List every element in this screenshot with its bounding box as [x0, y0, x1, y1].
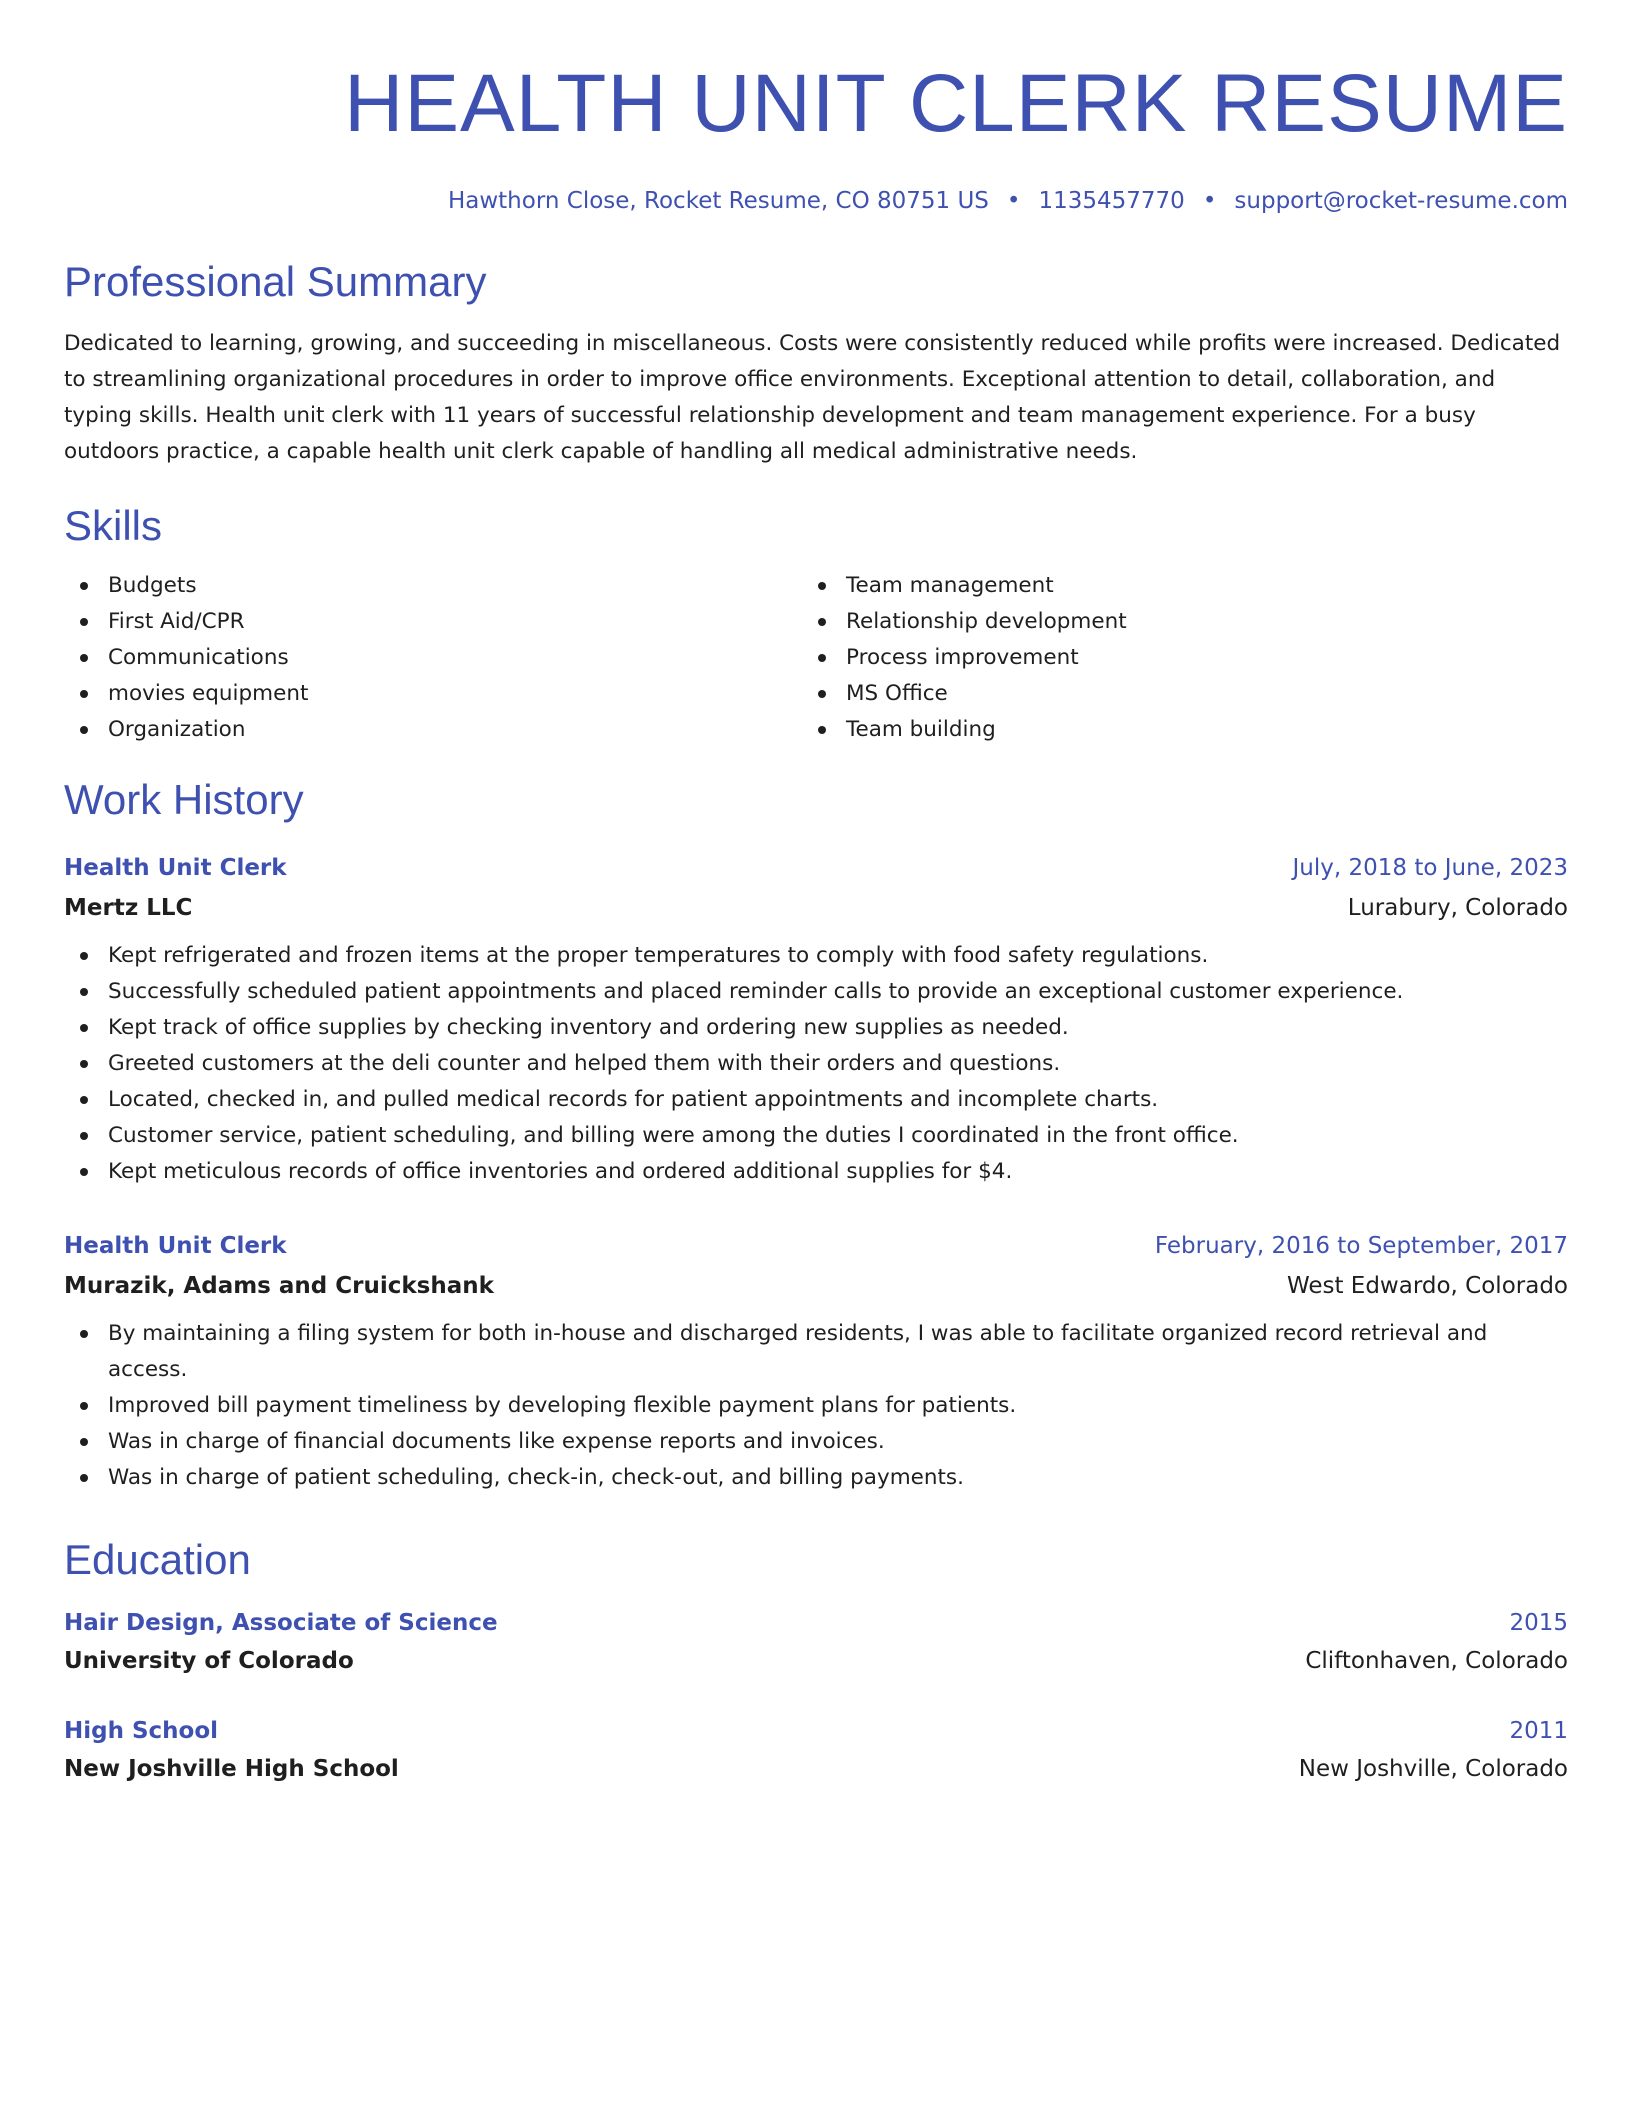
resume-title: HEALTH UNIT CLERK RESUME	[344, 58, 1568, 149]
skill-item: Communications	[64, 640, 802, 676]
contact-phone: 1135457770	[1038, 188, 1185, 214]
education-location: Cliftonhaven, Colorado	[1305, 1648, 1568, 1674]
work-history-heading: Work History	[64, 776, 304, 823]
education-year: 2015	[1509, 1610, 1568, 1636]
job-bullet: Located, checked in, and pulled medical records for patient appointments and incomplete charts.	[64, 1082, 1568, 1118]
contact-separator: •	[1202, 188, 1217, 214]
contact-email[interactable]: support@rocket-resume.com	[1234, 188, 1568, 214]
skill-item: Budgets	[64, 568, 802, 604]
job-header	[64, 1226, 1568, 1266]
skills-heading: Skills	[64, 502, 163, 549]
education-entry	[64, 1604, 1568, 1680]
skill-item: Process improvement	[802, 640, 1568, 676]
education-heading: Education	[64, 1536, 251, 1583]
education-entry	[64, 1712, 1568, 1788]
education-header	[64, 1712, 1568, 1750]
job-bullet: Greeted customers at the deli counter and helped them with their orders and questions.	[64, 1046, 1568, 1082]
skill-item: movies equipment	[64, 676, 802, 712]
skill-item: Relationship development	[802, 604, 1568, 640]
education-degree: High School	[64, 1718, 219, 1744]
job-dates: February, 2016 to September, 2017	[1154, 1233, 1568, 1259]
job-company: Murazik, Adams and Cruickshank	[64, 1273, 494, 1299]
job-bullet: Was in charge of financial documents like expense reports and invoices.	[64, 1424, 1568, 1460]
job-location: West Edwardo, Colorado	[1286, 1273, 1568, 1299]
skill-item: Organization	[64, 712, 802, 748]
job-role: Health Unit Clerk	[64, 1233, 287, 1259]
job-bullet: Improved bill payment timeliness by developing flexible payment plans for patients.	[64, 1388, 1568, 1424]
job-bullet: Successfully scheduled patient appointments and placed reminder calls to provide an exceptional customer experience.	[64, 974, 1568, 1010]
education-location: New Joshville, Colorado	[1298, 1756, 1568, 1782]
education-header	[64, 1604, 1568, 1642]
contact-separator: •	[1006, 188, 1021, 214]
skills-list	[64, 568, 1568, 748]
job-subheader	[64, 888, 1568, 928]
summary-text: Dedicated to learning, growing, and succeeding in miscellaneous. Costs were consistently reduced while profits were increased. Dedicated to streamlining organizational procedures in order to improve office environments. Exceptional attention to detail, collaboration, and typing skills. Health unit clerk with 11 years of successful relationship development and team management experience. For a busy outdoors practice, a capable health unit clerk capable of handling all medical administrative needs.	[64, 331, 1561, 464]
education-school: New Joshville High School	[64, 1756, 399, 1782]
education-degree: Hair Design, Associate of Science	[64, 1610, 498, 1636]
job-location: Lurabury, Colorado	[1347, 895, 1568, 921]
skills-column-left	[64, 568, 802, 748]
skill-item: First Aid/CPR	[64, 604, 802, 640]
education-year: 2011	[1509, 1718, 1568, 1744]
contact-address: Hawthorn Close, Rocket Resume, CO 80751 US	[447, 188, 989, 214]
job-dates: July, 2018 to June, 2023	[1292, 855, 1568, 881]
job-subheader	[64, 1266, 1568, 1306]
job-bullet: Kept meticulous records of office inventories and ordered additional supplies for $4.	[64, 1154, 1568, 1190]
education-subheader	[64, 1750, 1568, 1788]
job-bullets	[64, 1316, 1568, 1496]
skills-column-right	[802, 568, 1568, 748]
contact-line	[64, 188, 1568, 214]
job-bullet: By maintaining a filing system for both in-house and discharged residents, I was able to facilitate organized record retrieval and access.	[64, 1316, 1568, 1388]
job-company: Mertz LLC	[64, 895, 193, 921]
job-role: Health Unit Clerk	[64, 855, 287, 881]
job-bullet: Kept track of office supplies by checking inventory and ordering new supplies as needed.	[64, 1010, 1568, 1046]
job-bullet: Customer service, patient scheduling, and billing were among the duties I coordinated in the front office.	[64, 1118, 1568, 1154]
skill-item: MS Office	[802, 676, 1568, 712]
skill-item: Team building	[802, 712, 1568, 748]
job-bullet: Was in charge of patient scheduling, check-in, check-out, and billing payments.	[64, 1460, 1568, 1496]
job-bullet: Kept refrigerated and frozen items at the proper temperatures to comply with food safety regulations.	[64, 938, 1568, 974]
education-school: University of Colorado	[64, 1648, 354, 1674]
skill-item: Team management	[802, 568, 1568, 604]
job-bullets	[64, 938, 1568, 1190]
summary-heading: Professional Summary	[64, 258, 487, 305]
education-subheader	[64, 1642, 1568, 1680]
job-entry	[64, 1226, 1568, 1496]
job-header	[64, 848, 1568, 888]
job-entry	[64, 848, 1568, 1190]
